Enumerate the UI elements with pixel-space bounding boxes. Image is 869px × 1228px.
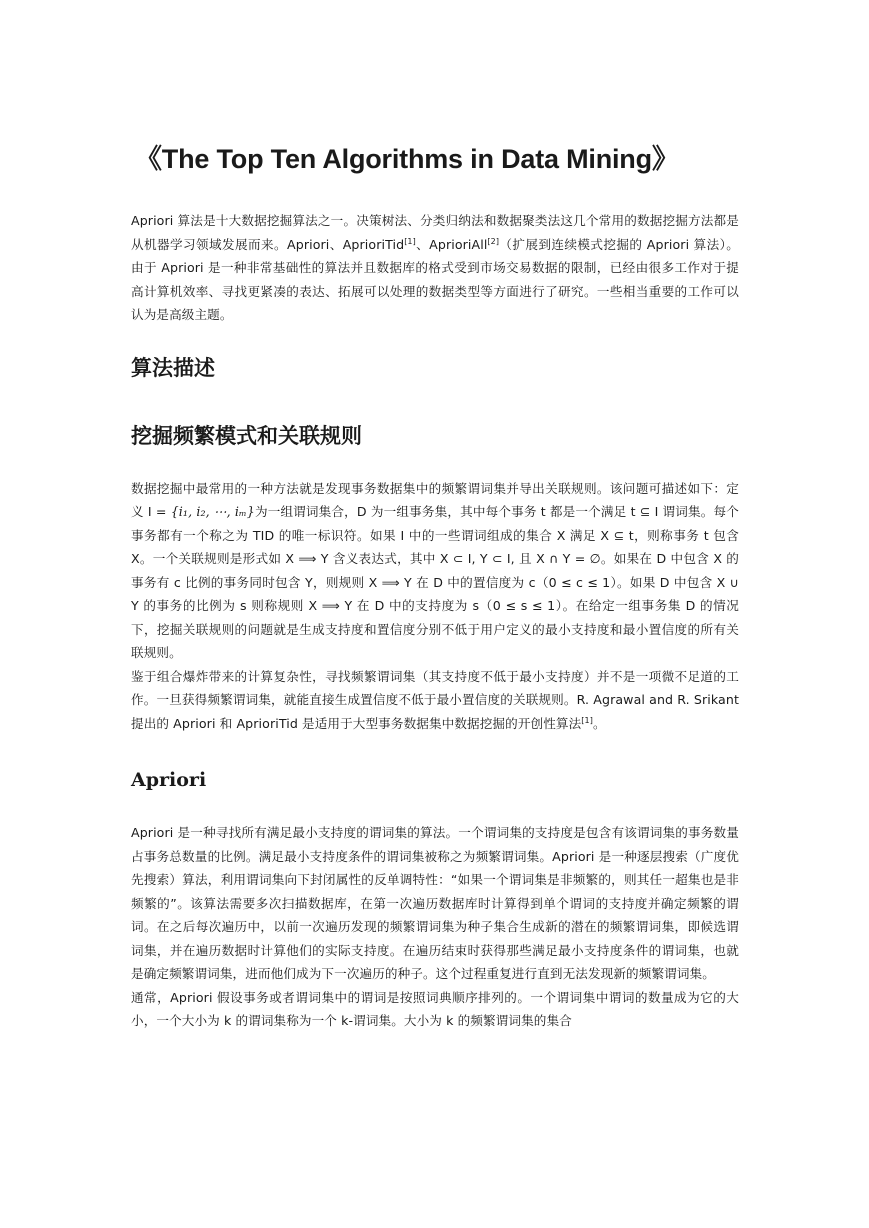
intro-text-2: 、AprioriAll bbox=[415, 236, 488, 252]
fp2-text-2: 。 bbox=[592, 715, 606, 731]
frequent-patterns-paragraph-1 bbox=[131, 477, 739, 665]
document-body bbox=[131, 138, 739, 1033]
intro-text-1: Apriori 算法是十大数据挖掘算法之一。决策树法、分类归纳法和数据聚类法这几个常用的数据挖掘方法都是从机器学习领域发展而来。Apriori、AprioriTid bbox=[131, 213, 739, 252]
citation-2: [2] bbox=[487, 236, 500, 246]
intro-paragraph bbox=[131, 209, 739, 327]
fp-text-1: 数据挖掘中最常用的一种方法就是发现事务数据集中的频繁谓词集并导出关联规则。该问题可描述如下：定义 I = bbox=[131, 480, 739, 519]
frequent-patterns-paragraph-2 bbox=[131, 665, 739, 736]
intro-text-3: （扩展到连续模式挖掘的 Apriori 算法）。由于 Apriori 是一种非常基础性的算法并且数据库的格式受到市场交易数据的限制，已经由很多工作对于提高计算机效率、寻找更紧凑的表达、拓展可以处理的数据类型等方面进行了研究。一些相当重要的工作可以认为是高级主题。 bbox=[131, 236, 739, 322]
fp-text-2: 为一组谓词集合，D 为一组事务集，其中每个事务 t 都是一个满足 t ⊆ I 谓词集。每个事务都有一个称之为 TID 的唯一标识符。如果 I 中的一些谓词组成的集合 X 满足 X ⊆ t，则称事务 t 包含 X。一个关联规则是形式如 X ⟹ Y 含义表达式，其中 X ⊂ I, Y ⊂ I, 且 X ∩ Y = ∅。如果在 D 中包含 X 的事务有 c 比例的事务同时包含 Y，则规则 X ⟹ Y 在 D 中的置信度为 c（0 ≤ c ≤ 1）。如果 D 中包含 X ∪ Y 的事务的比例为 s 则称规则 X ⟹ Y 在 D 中的支持度为 s（0 ≤ s ≤ 1）。在给定一组事务集 D 的情况下，挖掘关联规则的问题就是生成支持度和置信度分别不低于用户定义的最小支持度和最小置信度的所有关联规则。 bbox=[131, 504, 739, 660]
document-title: 《The Top Ten Algorithms in Data Mining》 bbox=[135, 144, 679, 174]
citation-3: [1] bbox=[581, 715, 593, 725]
section-heading-algorithm-description: 算法描述 bbox=[131, 355, 215, 380]
section-heading-apriori: Apriori bbox=[131, 769, 207, 791]
fp2-text-1: 鉴于组合爆炸带来的计算复杂性，寻找频繁谓词集（其支持度不低于最小支持度）并不是一项微不足道的工作。一旦获得频繁谓词集，就能直接生成置信度不低于最小置信度的关联规则。R. Agrawal and R. Srikant 提出的 Apriori 和 AprioriTid 是适用于大型事务数据集中数据挖掘的开创性算法 bbox=[131, 668, 739, 731]
itemset-notation: {i₁, i₂, ⋯, iₘ} bbox=[170, 504, 255, 519]
citation-1: [1] bbox=[404, 236, 416, 246]
apriori-paragraph-2: 通常，Apriori 假设事务或者谓词集中的谓词是按照词典顺序排列的。一个谓词集中谓词的数量成为它的大小，一个大小为 k 的谓词集称为一个 k-谓词集。大小为 k 的频繁谓词集的集合 bbox=[131, 989, 739, 1028]
apriori-paragraph-1: Apriori 是一种寻找所有满足最小支持度的谓词集的算法。一个谓词集的支持度是包含有该谓词集的事务数量占事务总数量的比例。满足最小支持度条件的谓词集被称之为频繁谓词集。Apriori 是一种逐层搜索（广度优先搜索）算法，利用谓词集向下封闭属性的反单调特性：“如果一个谓词集是非频繁的，则其任一超集也是非频繁的”。该算法需要多次扫描数据库，在第一次遍历数据库时计算得到单个谓词的支持度并确定频繁的谓词。在之后每次遍历中，以前一次遍历发现的频繁谓词集为种子集合生成新的潜在的频繁谓词集，即候选谓词集，并在遍历数据时计算他们的实际支持度。在遍历结束时获得那些满足最小支持度条件的谓词集，也就是确定频繁谓词集，进而他们成为下一次遍历的种子。这个过程重复进行直到无法发现新的频繁谓词集。 bbox=[131, 825, 739, 981]
section-heading-frequent-patterns: 挖掘频繁模式和关联规则 bbox=[131, 423, 362, 448]
